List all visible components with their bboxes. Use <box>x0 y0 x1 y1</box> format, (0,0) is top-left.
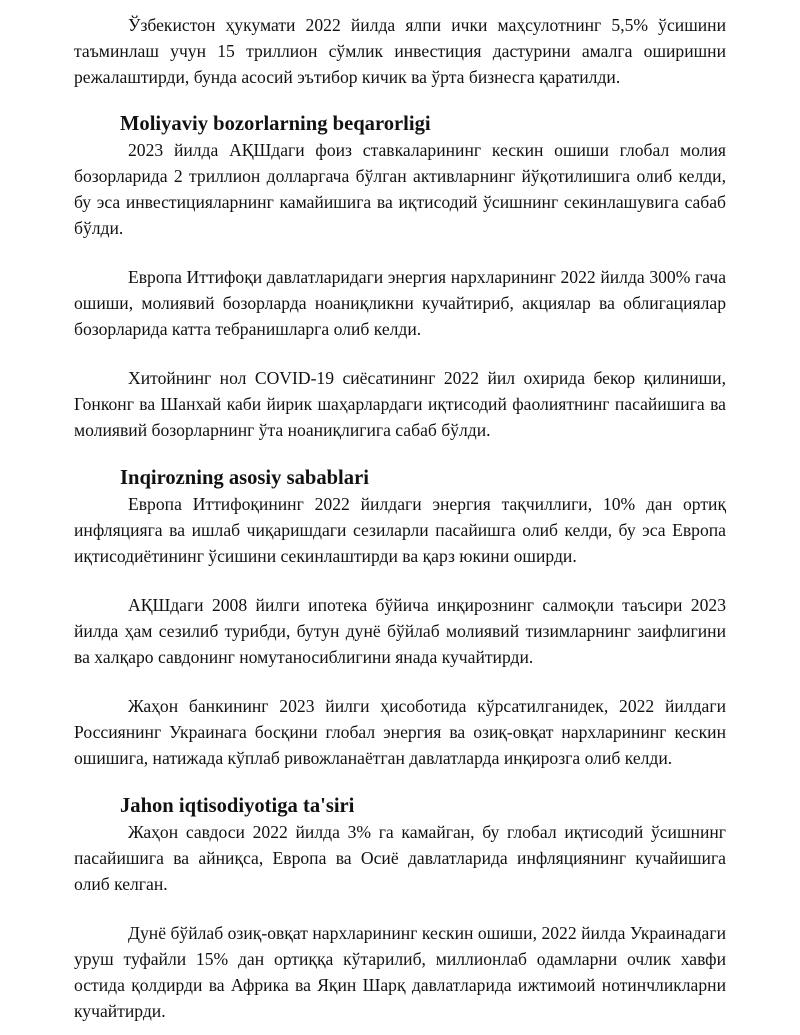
section-heading-financial-markets: Moliyaviy bozorlarning beqarorligi <box>120 113 431 135</box>
intro-paragraph: Ўзбекистон ҳукумати 2022 йилда ялпи ички маҳсулотнинг 5,5% ўсишини таъминлаш учун 15 триллион сўмлик инвестиция дастурини амалга оширишни режалаштирди, бунда асосий эътибор кичик ва ўрта бизнесга қаратилди. <box>74 15 726 87</box>
paragraph: Хитойнинг нол COVID-19 сиёсатининг 2022 йил охирида бекор қилиниши, Гонконг ва Шанхай каби йирик шаҳарлардаги иқтисодий фаолиятнинг пасайишига ва молиявий бозорларнинг ўта ноаниқлигига сабаб бўлди. <box>74 368 726 440</box>
paragraph: Европа Иттифоқи давлатларидаги энергия нархларининг 2022 йилда 300% гача ошиши, молиявий бозорларда ноаниқликни кучайтириб, акциялар ва облигациялар бозорларида катта тебранишларга олиб келди. <box>74 267 726 339</box>
paragraph: АҚШдаги 2008 йилги ипотека бўйича инқирознинг салмоқли таъсири 2023 йилда ҳам сезилиб турибди, бутун дунё бўйлаб молиявий тизимларнинг заифлигини ва халқаро савдонинг номутаносиблигини янада кучайтирди. <box>74 595 726 667</box>
paragraph: Жаҳон банкининг 2023 йилги ҳисоботида кўрсатилганидек, 2022 йилдаги Россиянинг Украинага босқини глобал энергия ва озиқ-овқат нархларининг кескин ошишига, натижада кўплаб ривожланаётган давлатларда инқирозга олиб келди. <box>74 696 726 768</box>
paragraph: Жаҳон савдоси 2022 йилда 3% га камайган, бу глобал иқтисодий ўсишнинг пасайишига ва айниқса, Европа ва Осиё давлатларида инфляциянинг кучайишига олиб келган. <box>74 822 726 894</box>
section-heading-world-economy-impact: Jahon iqtisodiyotiga ta'siri <box>120 795 355 817</box>
section-heading-crisis-causes: Inqirozning asosiy sabablari <box>120 467 369 489</box>
paragraph: Дунё бўйлаб озиқ-овқат нархларининг кескин ошиши, 2022 йилда Украинадаги уруш туфайли 15% дан ортиққа кўтарилиб, миллионлаб одамларни очлик хавфи остида қолдирди ва Африка ва Яқин Шарқ давлатларида ижтимоий нотинчликларни кучайтирди. <box>74 923 726 1021</box>
paragraph: 2023 йилда АҚШдаги фоиз ставкаларининг кескин ошиши глобал молия бозорларида 2 триллион долларгача бўлган активларнинг йўқотилишига олиб келди, бу эса инвестицияларнинг камайишига ва иқтисодий ўсишнинг секинлашувига сабаб бўлди. <box>74 140 726 238</box>
paragraph: Европа Иттифоқининг 2022 йилдаги энергия тақчиллиги, 10% дан ортиқ инфляцияга ва ишлаб чиқаришдаги сезиларли пасайишга олиб келди, бу эса Европа иқтисодиётининг ўсишини секинлаштирди ва қарз юкини оширди. <box>74 494 726 566</box>
